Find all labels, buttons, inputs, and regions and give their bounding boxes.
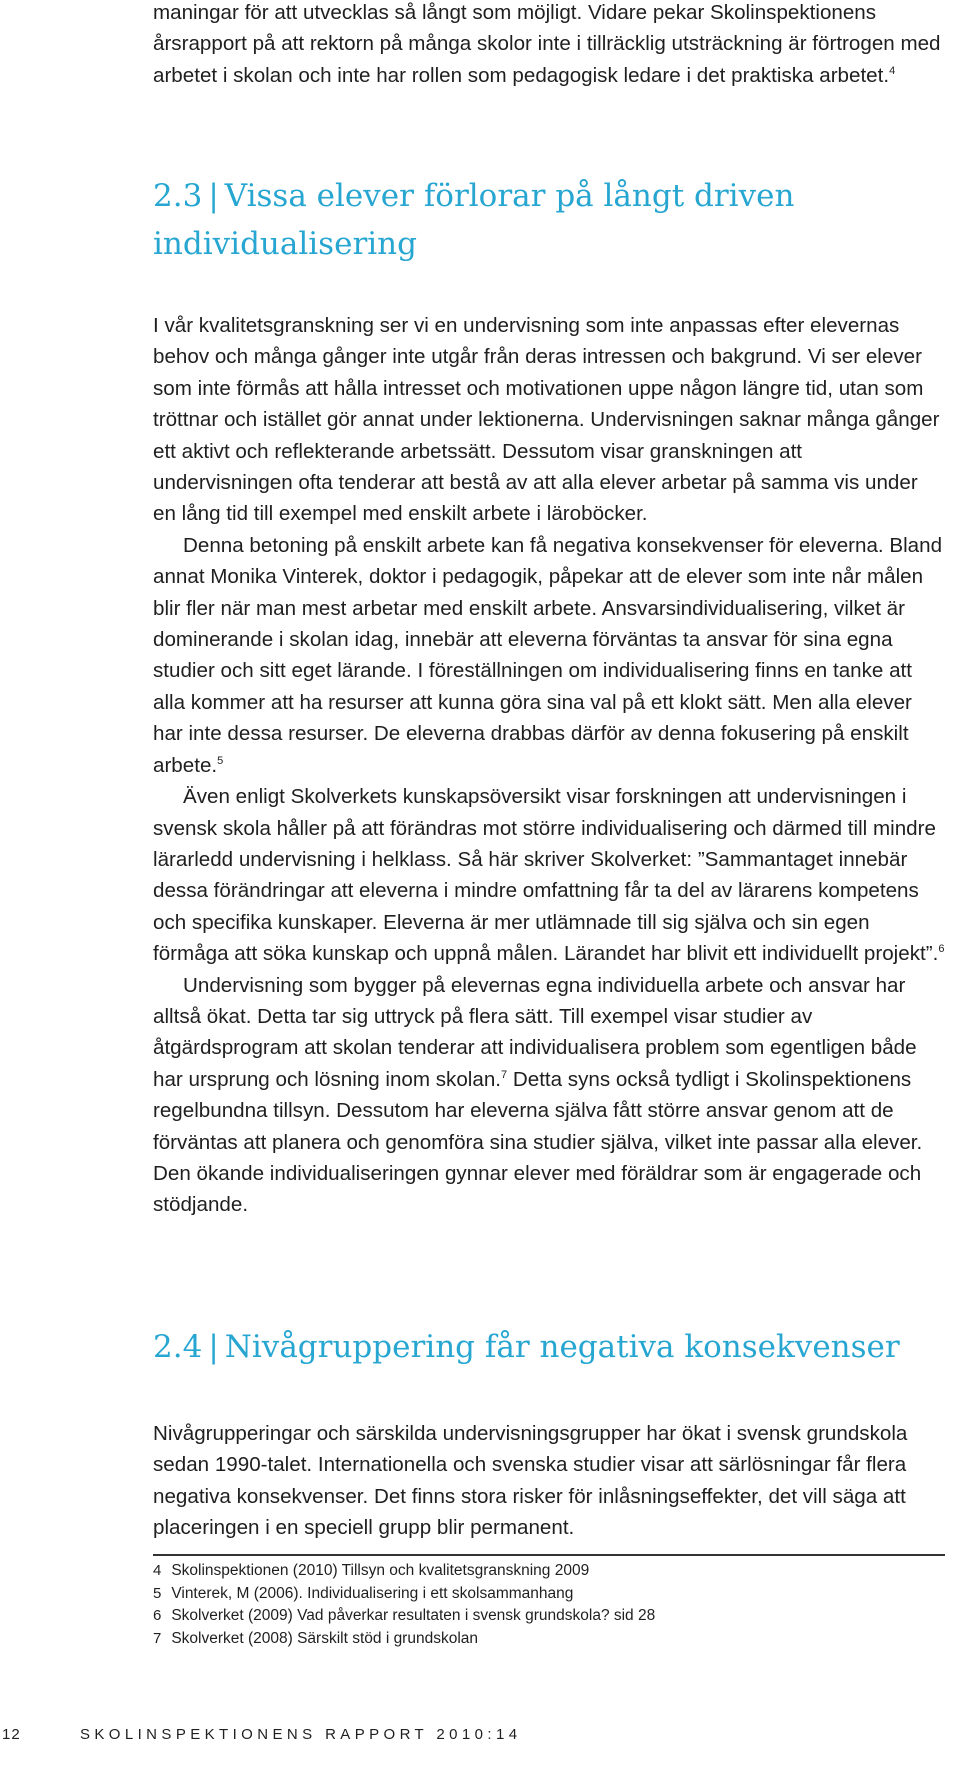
section-body-2-3: [153, 310, 945, 1221]
section-heading-2-3: [153, 172, 945, 268]
section-heading-2-4: [153, 1323, 945, 1371]
paragraph: Undervisning som bygger på elevernas egna individuella arbete och ansvar har alltså ökat. Detta tar sig uttryck på flera sätt. Till exempel visar studier av åtgärdsprogram att skolan tenderar att individualisera problem som egentligen både har ursprung och lösning inom skolan.$^7$ Detta syns också tydligt i Skolinspektionens regelbundna tillsyn. Dessutom har eleverna själva fått större ansvar genom att de förväntas att planera och genomföra sina studier själva, vilket inte passar alla elever. Den ökande individualiseringen gynnar elever med föräldrar som är engagerade och stödjande.: [153, 973, 923, 1217]
section-number: 2.3: [153, 178, 203, 214]
paragraph: I vår kvalitetsgranskning ser vi en undervisning som inte anpassas efter elevernas behov och många gånger inte utgår från deras intressen och bakgrund. Vi ser elever som inte förmås att hålla intresset och motivationen uppe någon längre tid, utan som tröttnar och istället gör annat under lektionerna. Undervisningen saknar många gånger ett aktivt och reflekterande arbetssätt. Dessutom visar granskningen att undervisningen ofta tenderar att bestå av att alla elever arbetar på samma vis under en lång tid till exempel med enskilt arbete i läroböcker.: [153, 314, 940, 526]
footnote-ref-6[interactable]: 6: [938, 943, 945, 956]
footnote-ref-4[interactable]: 4: [889, 64, 896, 77]
footnote-ref-5[interactable]: 5: [217, 754, 224, 767]
intro-text: maningar för att utvecklas så långt som möjligt. Vidare pekar Skolinspektionens årsrapport på att rektorn på många skolor inte i tillräcklig utsträckning är förtrogen med arbetet i skolan och inte har rollen som pedagogisk ledare i det praktiska arbetet.: [153, 1, 941, 87]
footnote-divider: [153, 1554, 945, 1556]
intro-paragraph: [153, 0, 945, 91]
paragraph: Denna betoning på enskilt arbete kan få negativa konsekvenser för eleverna. Bland annat Monika Vinterek, doktor i pedagogik, påpekar att de elever som inte når målen blir fler när man mest arbetar med enskilt arbete. Ansvarsindividualisering, vilket är dominerande i skolan idag, innebär att eleverna förväntas ta ansvar för sina egna studier och sitt eget lärande. I föreställningen om individualisering finns en tanke att alla kommer att ha resurser att kunna göra sina val på ett klokt sätt. Men alla elever har inte dessa resurser. De eleverna drabbas därför av denna fokusering på enskilt arbete.$^5$: [153, 533, 943, 777]
section-body-2-4: [153, 1418, 945, 1544]
report-title: SKOLINSPEKTIONENS RAPPORT 2010:14: [80, 1726, 522, 1743]
footnote-item: 5 Vinterek, M (2006). Individualisering i ett skolsammanhang: [153, 1584, 574, 1602]
section-number: 2.4: [153, 1329, 203, 1365]
section-title: Nivågruppering får negativa konsekvenser: [224, 1329, 900, 1365]
footnote-item: 6 Skolverket (2009) Vad påverkar resultaten i svensk grundskola? sid 28: [153, 1607, 656, 1624]
page-number: 12: [2, 1726, 21, 1743]
page-footer: [2, 1726, 960, 1743]
footnote-item: 4 Skolinspektionen (2010) Tillsyn och kvalitetsgranskning 2009: [153, 1562, 590, 1579]
footnotes: [153, 1560, 945, 1650]
paragraph: Nivågrupperingar och särskilda undervisningsgrupper har ökat i svensk grundskola sedan 1990-talet. Internationella och svenska studier visar att särlösningar får flera negativa konsekvenser. Det finns stora risker för inlåsningseffekter, det vill säga att placeringen i en speciell grupp blir permanent.: [153, 1422, 908, 1540]
section-separator: |: [208, 1329, 219, 1365]
footnote-item: 7 Skolverket (2008) Särskilt stöd i grundskolan: [153, 1629, 479, 1647]
paragraph: Även enligt Skolverkets kunskapsöversikt visar forskningen att undervisningen i svensk skola håller på att förändras mot större individualisering och därmed till mindre lärarledd undervisning i helklass. Så här skriver Skolverket: ”Sammantaget innebär dessa förändringar att eleverna i mindre omfattning får ta del av lärarens kompetens och specifika kunskaper. Eleverna är mer utlämnade till sig själva och sin egen förmåga att söka kunskap och uppnå målen. Lärandet har blivit ett individuellt projekt”.$^6$: [153, 785, 945, 966]
footnote-ref-7[interactable]: 7: [501, 1068, 508, 1081]
section-title: Vissa elever förlorar på långt driven individualisering: [153, 178, 795, 262]
section-separator: |: [208, 178, 219, 214]
